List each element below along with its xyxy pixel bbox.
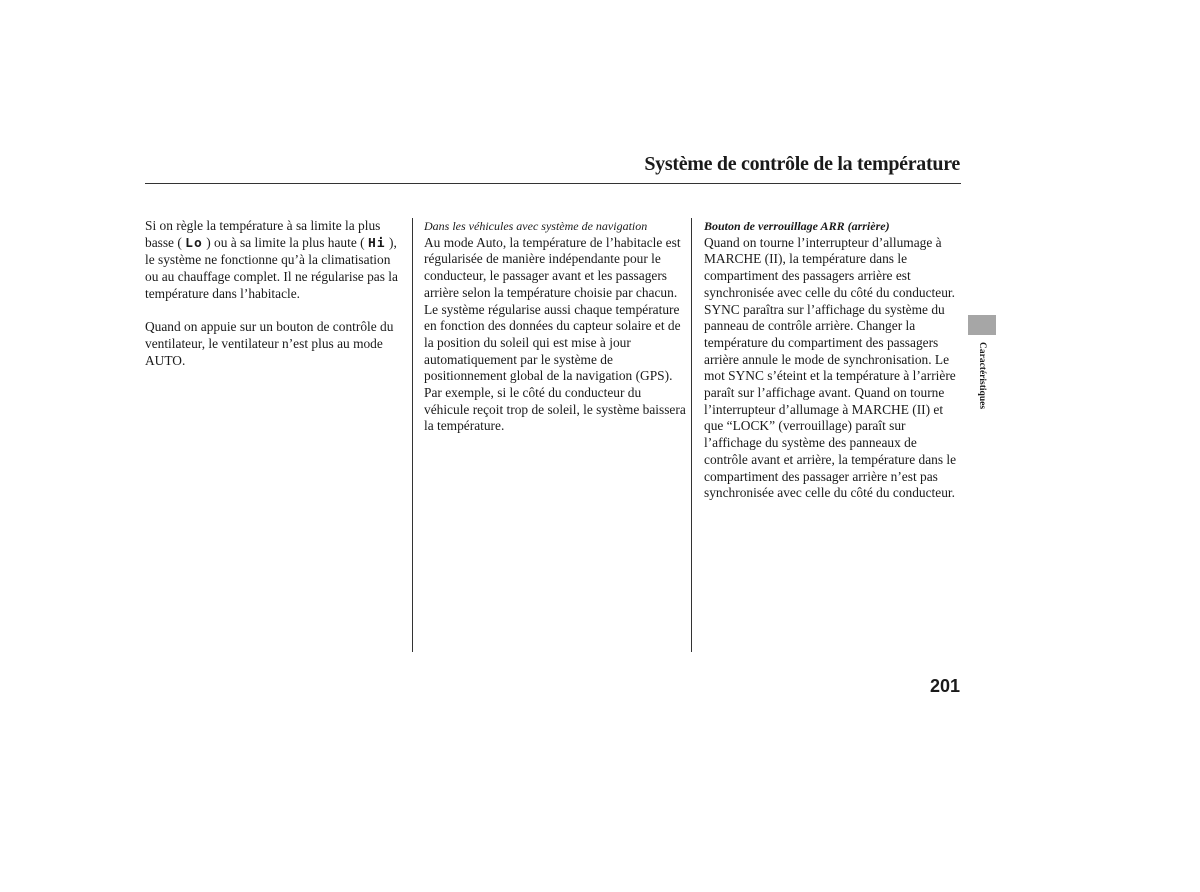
page-number: 201	[929, 676, 960, 696]
text-segment: ), le système ne fonctionne qu’à la climatisation ou au chauffage complet. Il ne régularise pas la température dans l’habitacle.	[145, 234, 398, 301]
rear-lock-heading: Bouton de verrouillage ARR (arrière)	[704, 219, 890, 233]
rear-lock-paragraph: Quand on tourne l’interrupteur d’allumage à MARCHE (II), la température dans le compartiment des passagers arrière est synchronisée avec celle du côté du conducteur. SYNC paraîtra sur l’affichage du système du panneau de contrôle arrière. Changer la température du compartiment des passagers arrière annule le mode de synchronisation. Le mot SYNC s’éteint et la température à l’arrière paraît sur l’affichage avant. Quand on tourne l’interrupteur d’allumage à MARCHE (II) et que “LOCK” (verrouillage) paraît sur l’affichage du système des panneaux de contrôle avant et arrière, la température dans le compartiment des passager arrière n’est pas synchronisée avec celle du côté du conducteur.	[704, 234, 957, 501]
section-tab-label: Caractéristiques	[977, 342, 987, 410]
section-tab-marker	[968, 315, 996, 335]
navigation-heading: Dans les véhicules avec système de navigation	[424, 219, 648, 233]
auto-mode-paragraph: Au mode Auto, la température de l’habitacle est régularisée de manière indépendante pour le conducteur, le passager avant et les passagers arrière selon la température choisie par chacun. Le système régularise aussi chaque température en fonction des données du capteur solaire et de la position du soleil qui est mise à jour automatiquement par le système de positionnement global de la navigation (GPS). Par exemple, si le côté du conducteur du véhicule reçoit trop de soleil, le système baissera la température.	[424, 234, 686, 434]
fan-control-paragraph: Quand on appuie sur un bouton de contrôle du ventilateur, le ventilateur n’est plus au mode AUTO.	[145, 319, 394, 368]
page-title: Système de contrôle de la température	[644, 153, 960, 175]
lcd-hi-symbol: Hi	[367, 236, 386, 251]
middle-column	[424, 218, 686, 435]
temperature-limit-paragraph	[145, 218, 407, 303]
text-segment: Si on règle la température à sa limite la plus basse (	[145, 218, 381, 250]
right-column	[704, 218, 960, 502]
lcd-lo-symbol: Lo	[185, 236, 203, 251]
text-segment: ) ou à sa limite la plus haute (	[206, 234, 365, 250]
paragraph-spacer	[145, 303, 407, 320]
left-column	[145, 218, 407, 369]
column-divider	[691, 218, 692, 652]
title-rule	[145, 183, 961, 184]
column-divider	[412, 218, 413, 652]
